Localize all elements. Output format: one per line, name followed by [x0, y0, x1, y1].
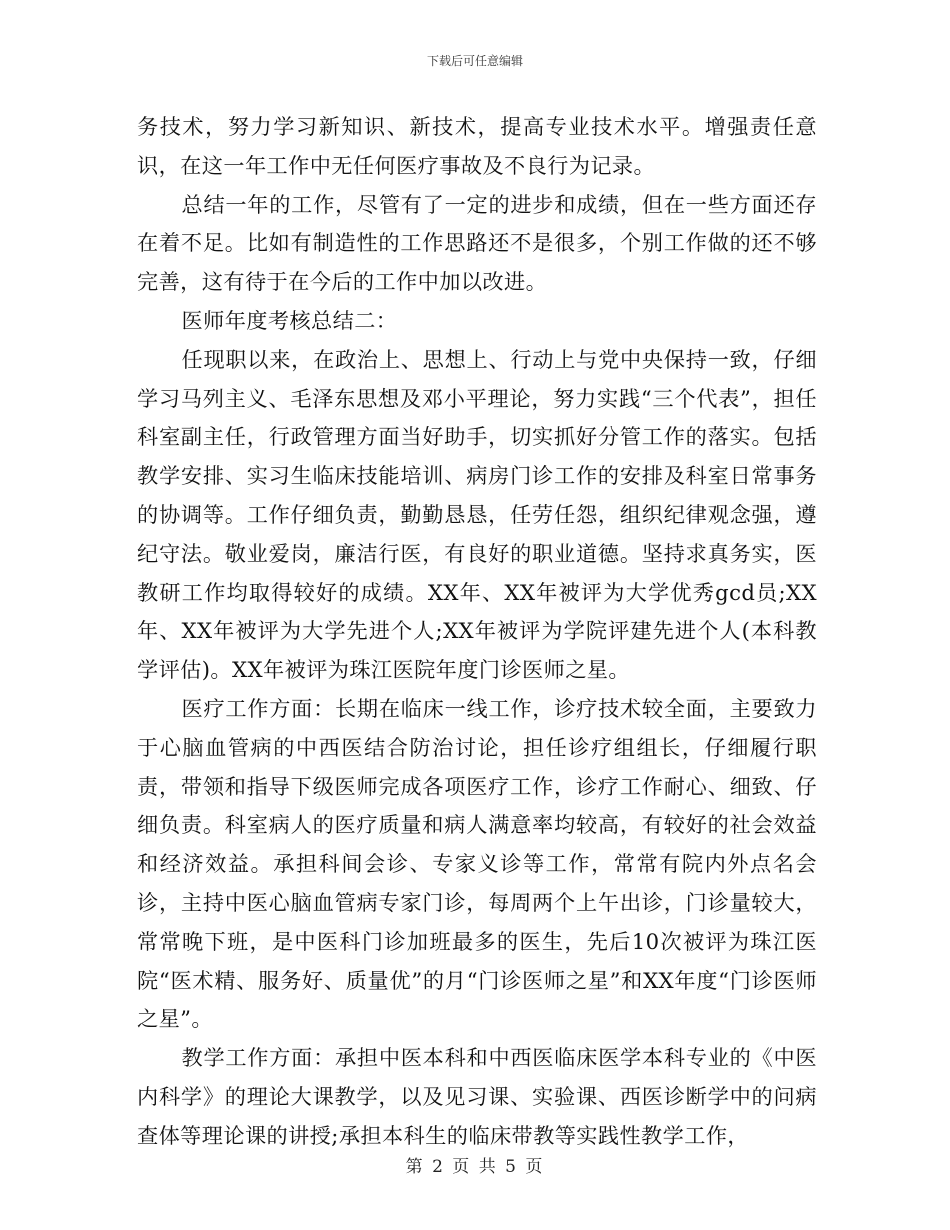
- page-footer: 第 2 页 共 5 页: [405, 1157, 545, 1177]
- paragraph: 任现职以来，在政治上、思想上、行动上与党中央保持一致，仔细学习马列主义、毛泽东思想及邓小平理论，努力实践“三个代表”，担任科室副主任，行政管理方面当好助手，切实抓好分管工作的落实。包括教学安排、实习生临床技能培训、病房门诊工作的安排及科室日常事务的协调等。工作仔细负责，勤勤恳恳，任劳任怨，组织纪律观念强，遵纪守法。敬业爱岗，廉洁行医，有良好的职业道德。坚持求真务实，医教研工作均取得较好的成绩。XX年、XX年被评为大学优秀gcd员;XX年、XX年被评为大学先进个人;XX年被评为学院评建先进个人(本科教学评估)。XX年被评为珠江医院年度门诊医师之星。: [137, 346, 817, 683]
- paragraph: 医疗工作方面：长期在临床一线工作，诊疗技术较全面，主要致力于心脑血管病的中西医结合防治讨论，担任诊疗组组长，仔细履行职责，带领和指导下级医师完成各项医疗工作，诊疗工作耐心、细致、仔细负责。科室病人的医疗质量和病人满意率均较高，有较好的社会效益和经济效益。承担科间会诊、专家义诊等工作，常常有院内外点名会诊，主持中医心脑血管病专家门诊，每周两个上午出诊，门诊量较大，常常晚下班，是中医科门诊加班最多的医生，先后10次被评为珠江医院“医术精、服务好、质量优”的月“门诊医师之星”和XX年度“门诊医师之星”。: [137, 695, 817, 1032]
- page-header: 下载后可任意编辑: [426, 54, 523, 68]
- paragraph: 总结一年的工作，尽管有了一定的进步和成绩，但在一些方面还存在着不足。比如有制造性的工作思路还不是很多，个别工作做的还不够完善，这有待于在今后的工作中加以改进。: [137, 191, 817, 295]
- paragraph: 务技术，努力学习新知识、新技术，提高专业技术水平。增强责任意识，在这一年工作中无任何医疗事故及不良行为记录。: [137, 114, 817, 178]
- document-body: [137, 108, 817, 1156]
- paragraph: 教学工作方面：承担中医本科和中西医临床医学本科专业的《中医内科学》的理论大课教学，以及见习课、实验课、西医诊断学中的问病查体等理论课的讲授;承担本科生的临床带教等实践性教学工作，: [137, 1045, 817, 1148]
- section-heading: 医师年度考核总结二：: [181, 307, 398, 333]
